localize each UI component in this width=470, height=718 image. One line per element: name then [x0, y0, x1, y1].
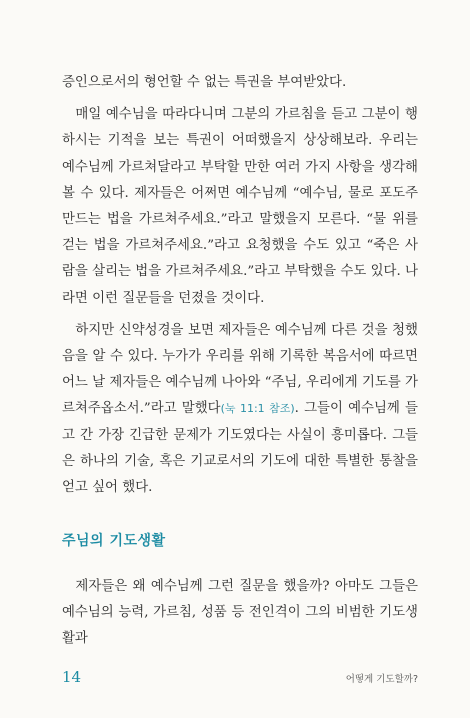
paragraph-continuation: 증인으로서의 형언할 수 없는 특권을 부여받았다. [62, 75, 347, 90]
scripture-reference: (눅 11:1 참조) [220, 402, 295, 416]
section-heading: 주님의 기도생활 [62, 533, 166, 549]
paragraph-text: . 그들이 예수님께 들고 간 가장 긴급한 문제가 기도였다는 사실이 흥미롭다. 그들은 하나의 기술, 혹은 기교로서의 기도에 대한 특별한 통찰을 얻고 싶어 했다. [62, 401, 418, 496]
paragraph-text: 하지만 신약성경을 보면 제자들은 예수님께 다른 것을 청했음을 알 수 있다. 누가가 우리를 위해 기록한 복음서에 따르면 어느 날 제자들은 예수님께 나아와 “주님, 우리에게 기도를 가르쳐주옵소서.”라고 말했다 [62, 322, 418, 417]
paragraph: 매일 예수님을 따라다니며 그분의 가르침을 듣고 그분이 행하시는 기적을 보는 특권이 어떠했을지 상상해보라. 우리는 예수님께 가르쳐달라고 부탁할 만한 여러 가지 사항을 생각해볼 수 있다. 제자들은 어쩌면 예수님께 “예수님, 물로 포도주 만드는 법을 가르쳐주세요.”라고 말했을지 모른다. “물 위를 걷는 법을 가르쳐주세요.”라고 요청했을 수도 있고 “죽은 사람을 살리는 법을 가르쳐주세요.”라고 부탁했을 수도 있다. 나라면 이런 질문들을 던졌을 것이다. [62, 107, 418, 306]
body-text [62, 70, 418, 501]
page-footer [62, 668, 418, 686]
running-title: 어떻게 기도할까? [345, 674, 418, 685]
page-number: 14 [62, 668, 82, 686]
paragraph: 제자들은 왜 예수님께 그런 질문을 했을까? 아마도 그들은 예수님의 능력, 가르침, 성품 등 전인격이 그의 비범한 기도생활과 [62, 579, 418, 647]
section-body [62, 574, 418, 653]
paragraph [62, 318, 418, 501]
